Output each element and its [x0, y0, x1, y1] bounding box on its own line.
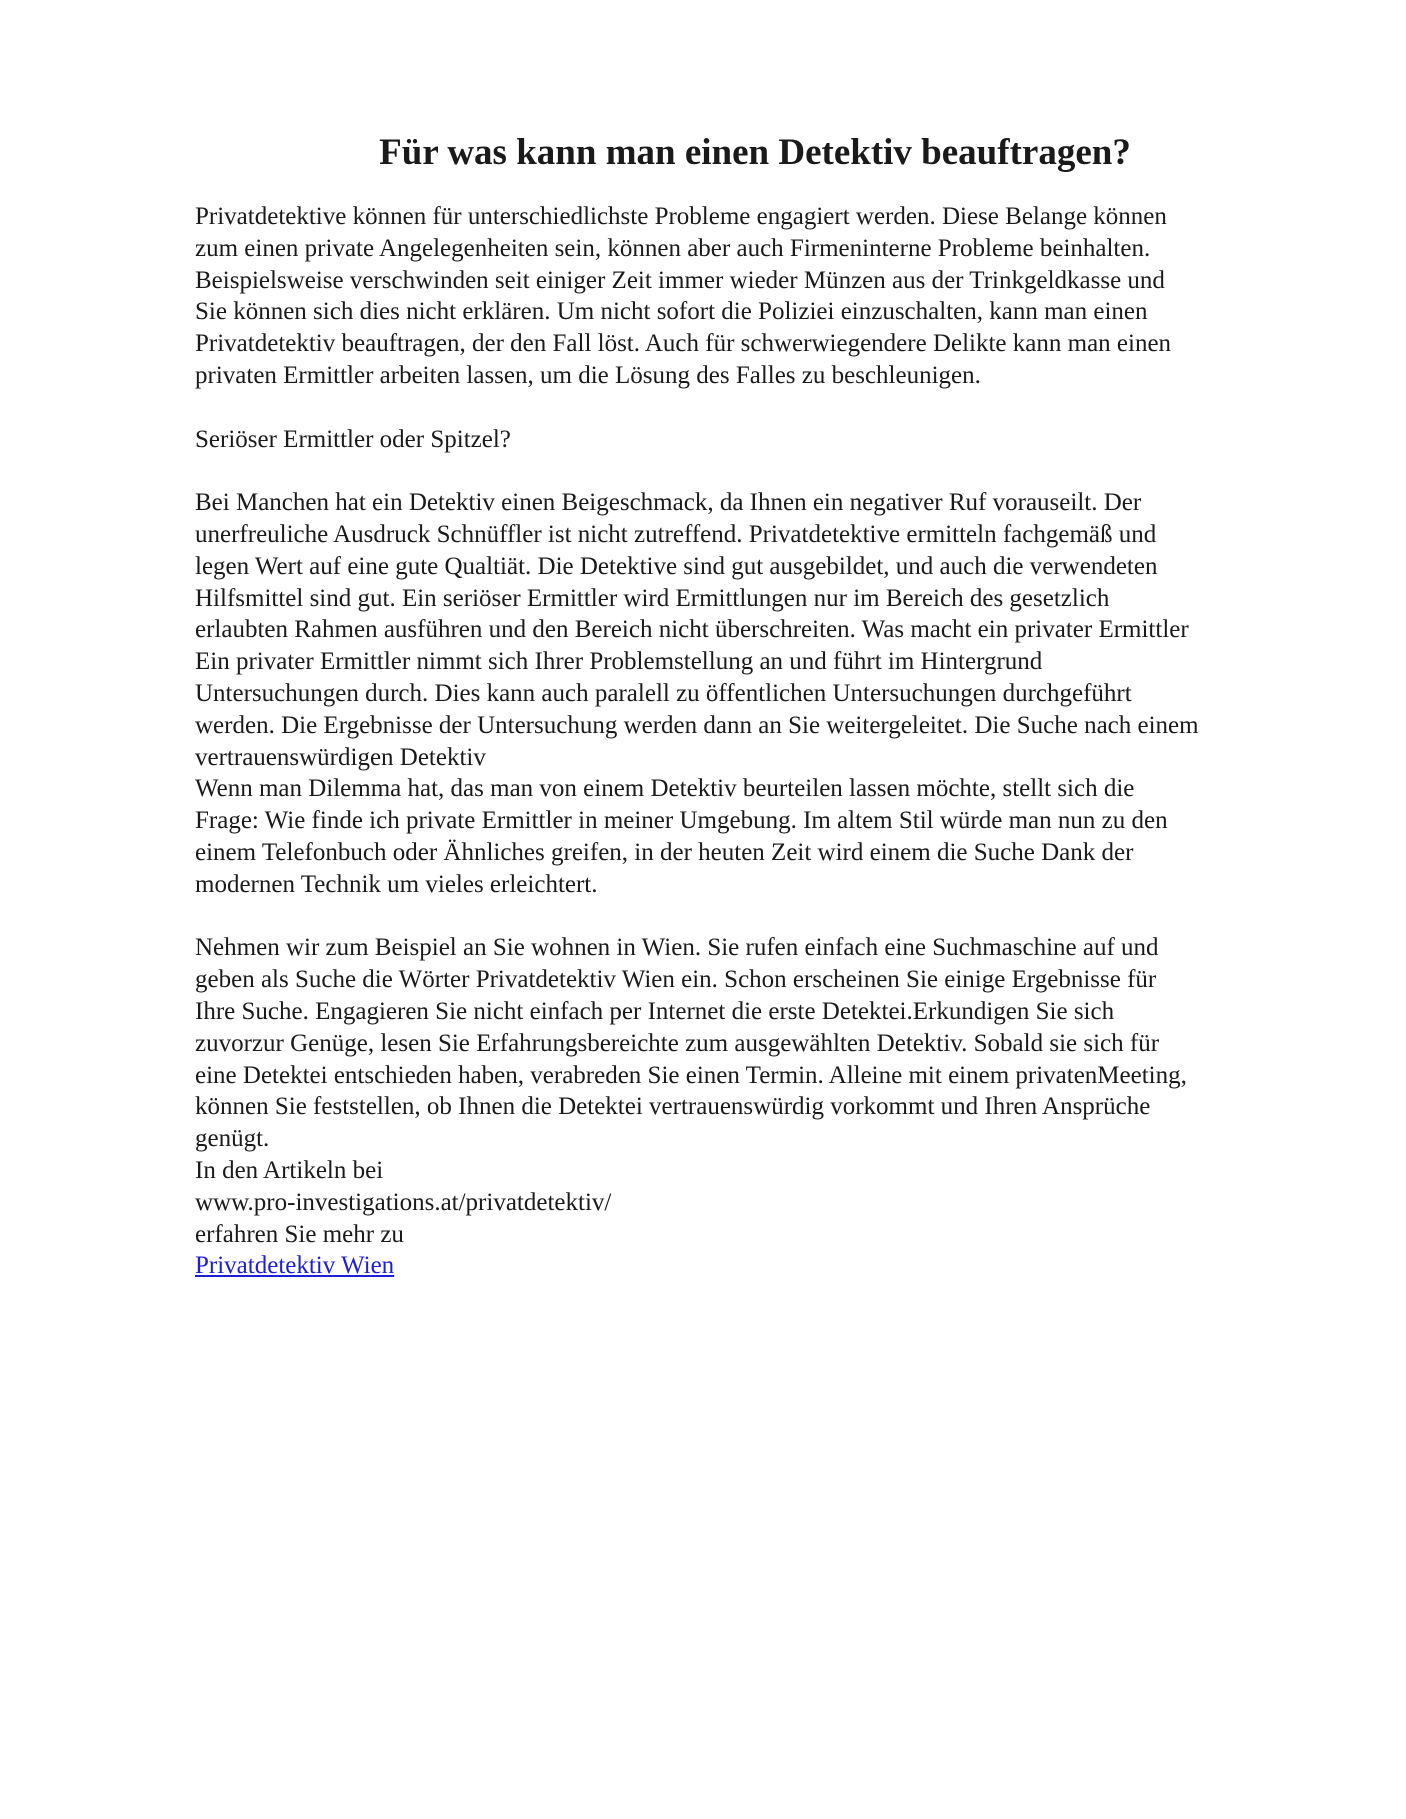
text-line: einem Telefonbuch oder Ähnliches greifen, in der heuten Zeit wird einem die Suche Dank der: [195, 838, 1134, 866]
text-line: legen Wert auf eine gute Qualtiät. Die Detektive sind gut ausgebildet, und auch die verwendeten: [195, 552, 1158, 580]
text-line: werden. Die Ergebnisse der Untersuchung werden dann an Sie weitergeleitet. Die Suche nach einem: [195, 711, 1199, 739]
text-line: unerfreuliche Ausdruck Schnüffler ist nicht zutreffend. Privatdetektive ermitteln fachgemäß und: [195, 520, 1157, 548]
paragraph-spacer: [195, 901, 1315, 933]
text-line: Beispielsweise verschwinden seit einiger Zeit immer wieder Münzen aus der Trinkgeldkasse und: [195, 266, 1165, 294]
text-line: Privatdetektiv beauftragen, der den Fall löst. Auch für schwerwiegendere Delikte kann man einen: [195, 330, 1172, 358]
text-line: privaten Ermittler arbeiten lassen, um die Lösung des Falles zu beschleunigen.: [195, 361, 981, 389]
text-line: Frage: Wie finde ich private Ermittler in meiner Umgebung. Im altem Stil würde man nun zu den: [195, 807, 1168, 835]
text-line: Untersuchungen durch. Dies kann auch paralell zu öffentlichen Untersuchungen durchgeführt: [195, 679, 1132, 707]
page-title: Für was kann man einen Detektiv beauftragen?: [379, 132, 1131, 173]
paragraph-intro: [195, 201, 1315, 392]
text-line: erlaubten Rahmen ausführen und den Bereich nicht überschreiten. Was macht ein privater Ermittler: [195, 616, 1189, 644]
text-line: Wenn man Dilemma hat, das man von einem Detektiv beurteilen lassen möchte, stellt sich die: [195, 775, 1135, 803]
paragraph-spacer: [195, 455, 1315, 487]
text-line: Ihre Suche. Engagieren Sie nicht einfach per Internet die erste Detektei.Erkundigen Sie sich: [195, 997, 1115, 1025]
text-line: In den Artikeln bei: [195, 1156, 384, 1184]
paragraph-spacer: [195, 392, 1315, 424]
text-line: Hilfsmittel sind gut. Ein seriöser Ermittler wird Ermittlungen nur im Bereich des gesetzlich: [195, 584, 1110, 612]
text-line: eine Detektei entschieden haben, verabreden Sie einen Termin. Alleine mit einem privatenMeeting,: [195, 1061, 1187, 1089]
text-line: Nehmen wir zum Beispiel an Sie wohnen in Wien. Sie rufen einfach eine Suchmaschine auf und: [195, 934, 1159, 962]
text-line: erfahren Sie mehr zu: [195, 1220, 404, 1248]
text-line: Bei Manchen hat ein Detektiv einen Beigeschmack, da Ihnen ein negativer Ruf vorauseilt. Der: [195, 489, 1142, 517]
text-line: modernen Technik um vieles erleichtert.: [195, 870, 598, 898]
text-line: Ein privater Ermittler nimmt sich Ihrer Problemstellung an und führt im Hintergrund: [195, 648, 1043, 676]
text-line: können Sie feststellen, ob Ihnen die Detektei vertrauenswürdig vorkommt und Ihren Ansprüche: [195, 1093, 1151, 1121]
text-line: zum einen private Angelegenheiten sein, können aber auch Firmeninterne Probleme beinhalten.: [195, 234, 1151, 262]
text-line: zuvorzur Genüge, lesen Sie Erfahrungsbereichte zum ausgewählten Detektiv. Sobald sie sich für: [195, 1029, 1160, 1057]
url-text: www.pro-investigations.at/privatdetektiv/: [195, 1188, 612, 1216]
paragraph-example: [195, 932, 1315, 1282]
privatdetektiv-wien-link[interactable]: Privatdetektiv Wien: [195, 1252, 395, 1280]
text-line: geben als Suche die Wörter Privatdetektiv Wien ein. Schon erscheinen Sie einige Ergebnisse für: [195, 966, 1157, 994]
text-line: Privatdetektive können für unterschiedlichste Probleme engagiert werden. Diese Belange können: [195, 203, 1167, 230]
paragraph-reputation: [195, 487, 1315, 900]
text-line: Sie können sich dies nicht erklären. Um nicht sofort die Poliziei einzuschalten, kann man einen: [195, 298, 1148, 326]
document-page: [195, 128, 1315, 1282]
subheading: Seriöser Ermittler oder Spitzel?: [195, 425, 511, 453]
text-line: genügt.: [195, 1125, 270, 1153]
text-line: vertrauenswürdigen Detektiv: [195, 743, 486, 771]
